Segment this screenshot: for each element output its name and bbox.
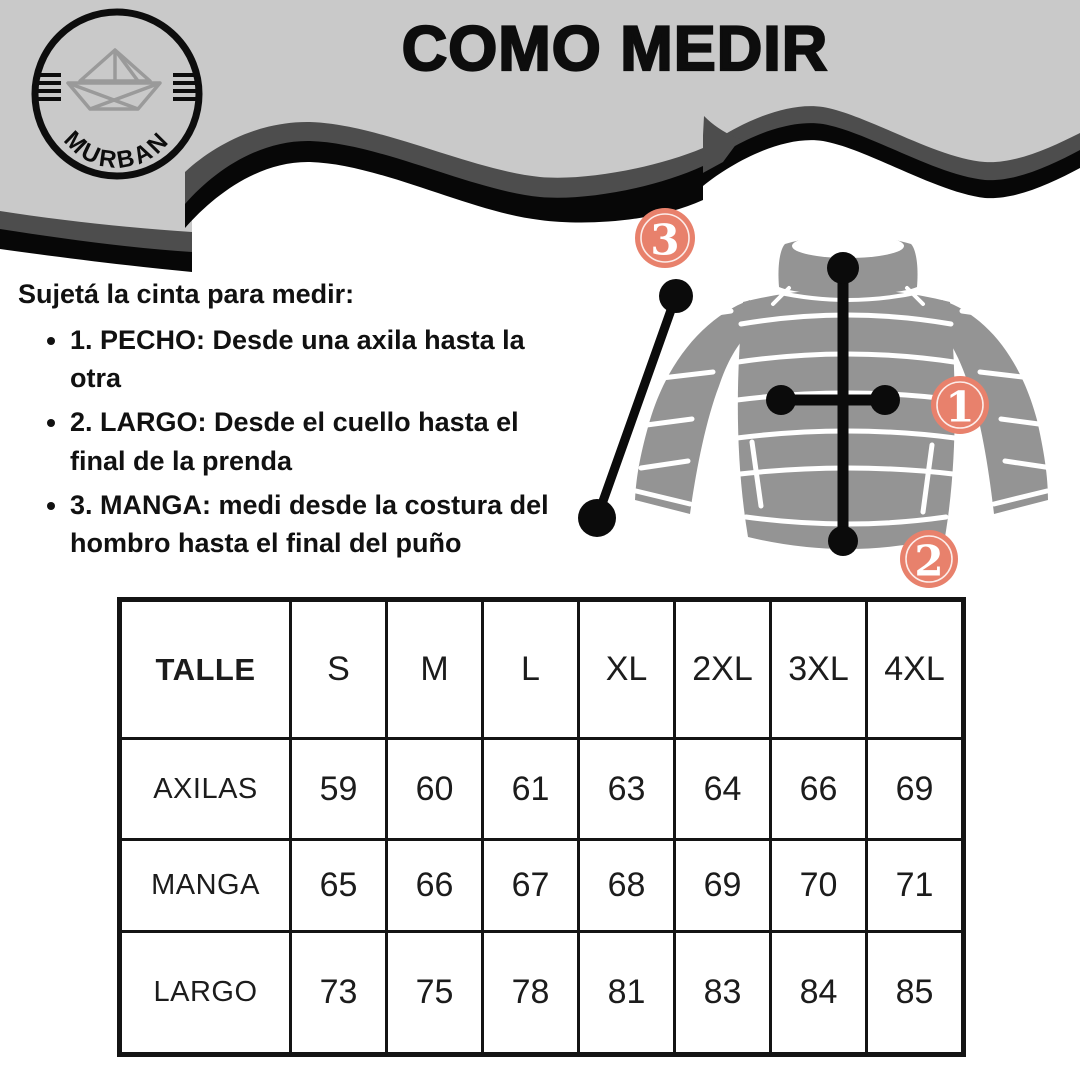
col-header-4xl: 4XL xyxy=(867,600,964,739)
col-header-l: L xyxy=(483,600,579,739)
axilas-s: 59 xyxy=(291,739,387,840)
largo-m: 75 xyxy=(387,932,483,1055)
brand-logo xyxy=(28,5,206,183)
row-label-axilas: AXILAS xyxy=(120,739,291,840)
brand-name-curved-text: MURBAN xyxy=(58,125,176,175)
manga-m: 66 xyxy=(387,840,483,932)
manga-2xl: 69 xyxy=(675,840,771,932)
table-row-axilas xyxy=(120,739,964,840)
marker-badge-2 xyxy=(900,530,958,588)
table-header-row xyxy=(120,600,964,739)
table-row-largo xyxy=(120,932,964,1055)
instruction-item-pecho: • 1. PECHO: Desde una axila hasta la otra xyxy=(70,321,552,398)
col-header-talle: TALLE xyxy=(120,600,291,739)
marker-badge-1 xyxy=(931,376,989,434)
axilas-l: 61 xyxy=(483,739,579,840)
largo-s: 73 xyxy=(291,932,387,1055)
marker-number: 2 xyxy=(914,536,944,586)
manga-l: 67 xyxy=(483,840,579,932)
col-header-s: S xyxy=(291,600,387,739)
row-label-manga: MANGA xyxy=(120,840,291,932)
axilas-xl: 63 xyxy=(579,739,675,840)
largo-l: 78 xyxy=(483,932,579,1055)
manga-xl: 68 xyxy=(579,840,675,932)
col-header-3xl: 3XL xyxy=(771,600,867,739)
manga-3xl: 70 xyxy=(771,840,867,932)
manga-4xl: 71 xyxy=(867,840,964,932)
col-header-xl: XL xyxy=(579,600,675,739)
marker-badge-3 xyxy=(635,208,695,268)
axilas-m: 60 xyxy=(387,739,483,840)
marker-number: 3 xyxy=(650,215,680,265)
instructions-list xyxy=(18,321,583,563)
instruction-item-manga: • 3. MANGA: medi desde la costura del hombro hasta el final del puño xyxy=(70,486,552,563)
largo-4xl: 85 xyxy=(867,932,964,1055)
instructions-intro: Sujetá la cinta para medir: xyxy=(18,279,355,309)
col-header-2xl: 2XL xyxy=(675,600,771,739)
table-row-manga xyxy=(120,840,964,932)
marker-number: 1 xyxy=(945,382,975,432)
size-table xyxy=(117,597,966,1057)
axilas-2xl: 64 xyxy=(675,739,771,840)
axilas-3xl: 66 xyxy=(771,739,867,840)
manga-s: 65 xyxy=(291,840,387,932)
largo-2xl: 83 xyxy=(675,932,771,1055)
instructions-block xyxy=(18,276,583,569)
row-label-largo: LARGO xyxy=(120,932,291,1055)
largo-xl: 81 xyxy=(579,932,675,1055)
instruction-item-largo: • 2. LARGO: Desde el cuello hasta el final de la prenda xyxy=(70,403,552,480)
col-header-m: M xyxy=(387,600,483,739)
page-title: COMO MEDIR xyxy=(401,14,829,84)
largo-3xl: 84 xyxy=(771,932,867,1055)
axilas-4xl: 69 xyxy=(867,739,964,840)
jacket-measurement-diagram xyxy=(555,190,1080,600)
